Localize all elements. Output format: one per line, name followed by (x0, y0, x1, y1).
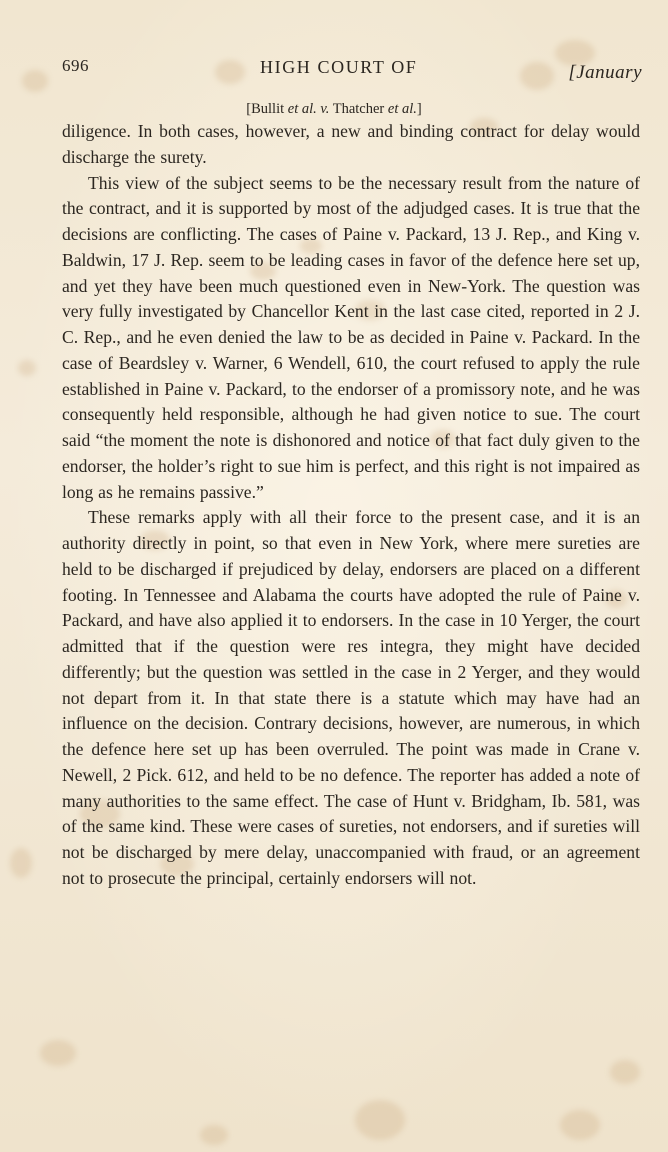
case-ref-close: ] (416, 101, 422, 117)
case-ref-open: [Bullit (246, 101, 288, 117)
case-ref-et-al-1: et al. v. (287, 101, 330, 117)
body-text (62, 119, 640, 892)
paragraph-3: These remarks apply with all their force to the present case, and it is an authority directly in point, so that even in New York, where mere sureties are held to be discharged if prejudiced by delay, endorsers are placed on a different footing. In Tennessee and Alabama the courts have adopted the rule of Paine v. Packard, and have also applied it to endorsers. In the case in 10 Yerger, the court admitted that if the question were res integra, they might have decided differently; but the question was settled in the case in 2 Yerger, and they would not depart from it. In that state there is a statute which may have had an influence on the decision. Contrary decisions, however, are numerous, in which the defence here set up has been overruled. The point was made in Crane v. Newell, 2 Pick. 612, and held to be no defence. The reporter has added a note of many authorities to the same effect. The case of Hunt v. Bridgham, Ib. 581, was of the same kind. These were cases of sureties, not endorsers, and if sureties will not be discharged by mere delay, unaccompanied with fraud, or an agreement not to prosecute the principal, certainly endorsers will not. (62, 507, 640, 888)
foxing-stain (10, 848, 32, 878)
foxing-stain (40, 1040, 76, 1066)
foxing-stain (560, 1110, 600, 1140)
foxing-stain (355, 1100, 405, 1140)
case-ref-mid: Thatcher (329, 101, 388, 117)
paragraph-1: diligence. In both cases, however, a new and binding contract for delay would discharge the surety. (62, 121, 640, 167)
foxing-stain (18, 360, 36, 376)
running-month: [January (568, 62, 642, 83)
foxing-stain (610, 1060, 640, 1084)
running-title: HIGH COURT OF (260, 57, 418, 77)
paragraph-2: This view of the subject seems to be the necessary result from the nature of the contract, and it is supported by most of the adjudged cases. It is true that the decisions are conflicting. The cases of Paine v. Packard, 13 J. Rep., and King v. Baldwin, 17 J. Rep. seem to be leading cases in favor of the defence here set up, and yet they have been much questioned even in New-York. The question was very fully investigated by Chancellor Kent in the last case cited, reported in 2 J. C. Rep., and he even denied the law to be as decided in Paine v. Packard. In the case of Beardsley v. Warner, 6 Wendell, 610, the court refused to apply the rule established in Paine v. Packard, to the endorser of a promissory note, and he was consequently held responsible, although he had given notice to sue. The court said “the moment the note is dishonored and notice of that fact duly given to the endorser, the holder’s right to sue him is perfect, and this right is not impaired as long as he remains passive.” (62, 172, 640, 502)
running-header (62, 56, 642, 88)
page-number: 696 (62, 56, 89, 75)
foxing-stain (200, 1125, 228, 1145)
case-ref-et-al-2: et al. (387, 101, 417, 117)
foxing-stain (22, 70, 48, 92)
case-reference (0, 101, 668, 118)
